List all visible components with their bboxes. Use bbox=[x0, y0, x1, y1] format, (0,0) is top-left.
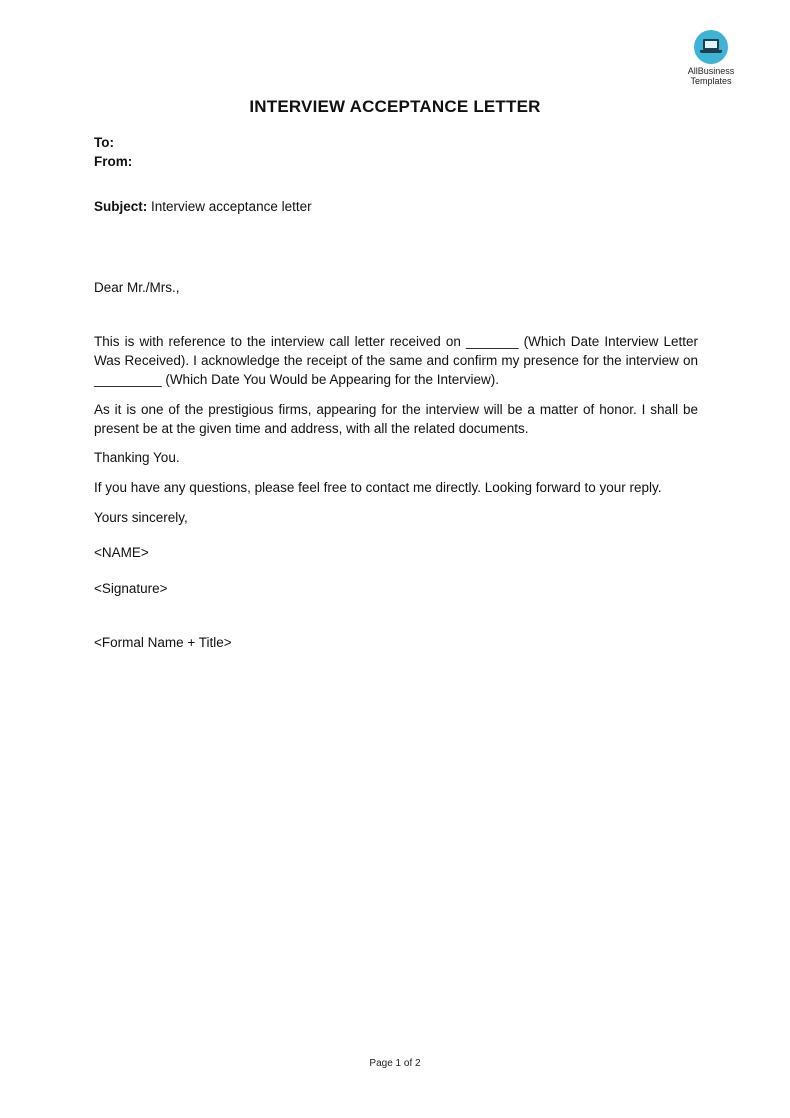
laptop-icon bbox=[694, 30, 728, 64]
salutation: Dear Mr./Mrs., bbox=[94, 280, 180, 295]
subject-field bbox=[94, 199, 312, 214]
paragraph-4: If you have any questions, please feel free to contact me directly. Looking forward to your reply. bbox=[94, 480, 662, 495]
formal-name-placeholder: <Formal Name + Title> bbox=[94, 635, 232, 650]
allbusiness-logo bbox=[680, 30, 742, 86]
from-field: From: bbox=[94, 154, 133, 169]
to-field: To: bbox=[94, 135, 114, 150]
logo-text-line1: AllBusiness bbox=[687, 66, 735, 76]
paragraph-2: As it is one of the prestigious firms, appearing for the interview will be a matter of honor. I shall be present be at the given time and address, with all the related documents. bbox=[94, 402, 698, 436]
paragraph-1: This is with reference to the interview call letter received on _______ (Which Date Interview Letter Was Received). I acknowledge the receipt of the same and confirm my presence for the interview on _________ (Which Date You Would be Appearing for the Interview). bbox=[94, 334, 698, 387]
logo-text-line2: Templates bbox=[690, 76, 732, 86]
document-title: INTERVIEW ACCEPTANCE LETTER bbox=[249, 97, 541, 116]
name-placeholder: <NAME> bbox=[94, 545, 149, 560]
subject-value: Interview acceptance letter bbox=[147, 199, 312, 214]
subject-label: Subject: bbox=[94, 199, 148, 214]
paragraph-3: Thanking You. bbox=[94, 450, 180, 465]
page-number: Page 1 of 2 bbox=[369, 1058, 421, 1069]
signature-placeholder: <Signature> bbox=[94, 581, 168, 596]
closing: Yours sincerely, bbox=[94, 510, 188, 525]
